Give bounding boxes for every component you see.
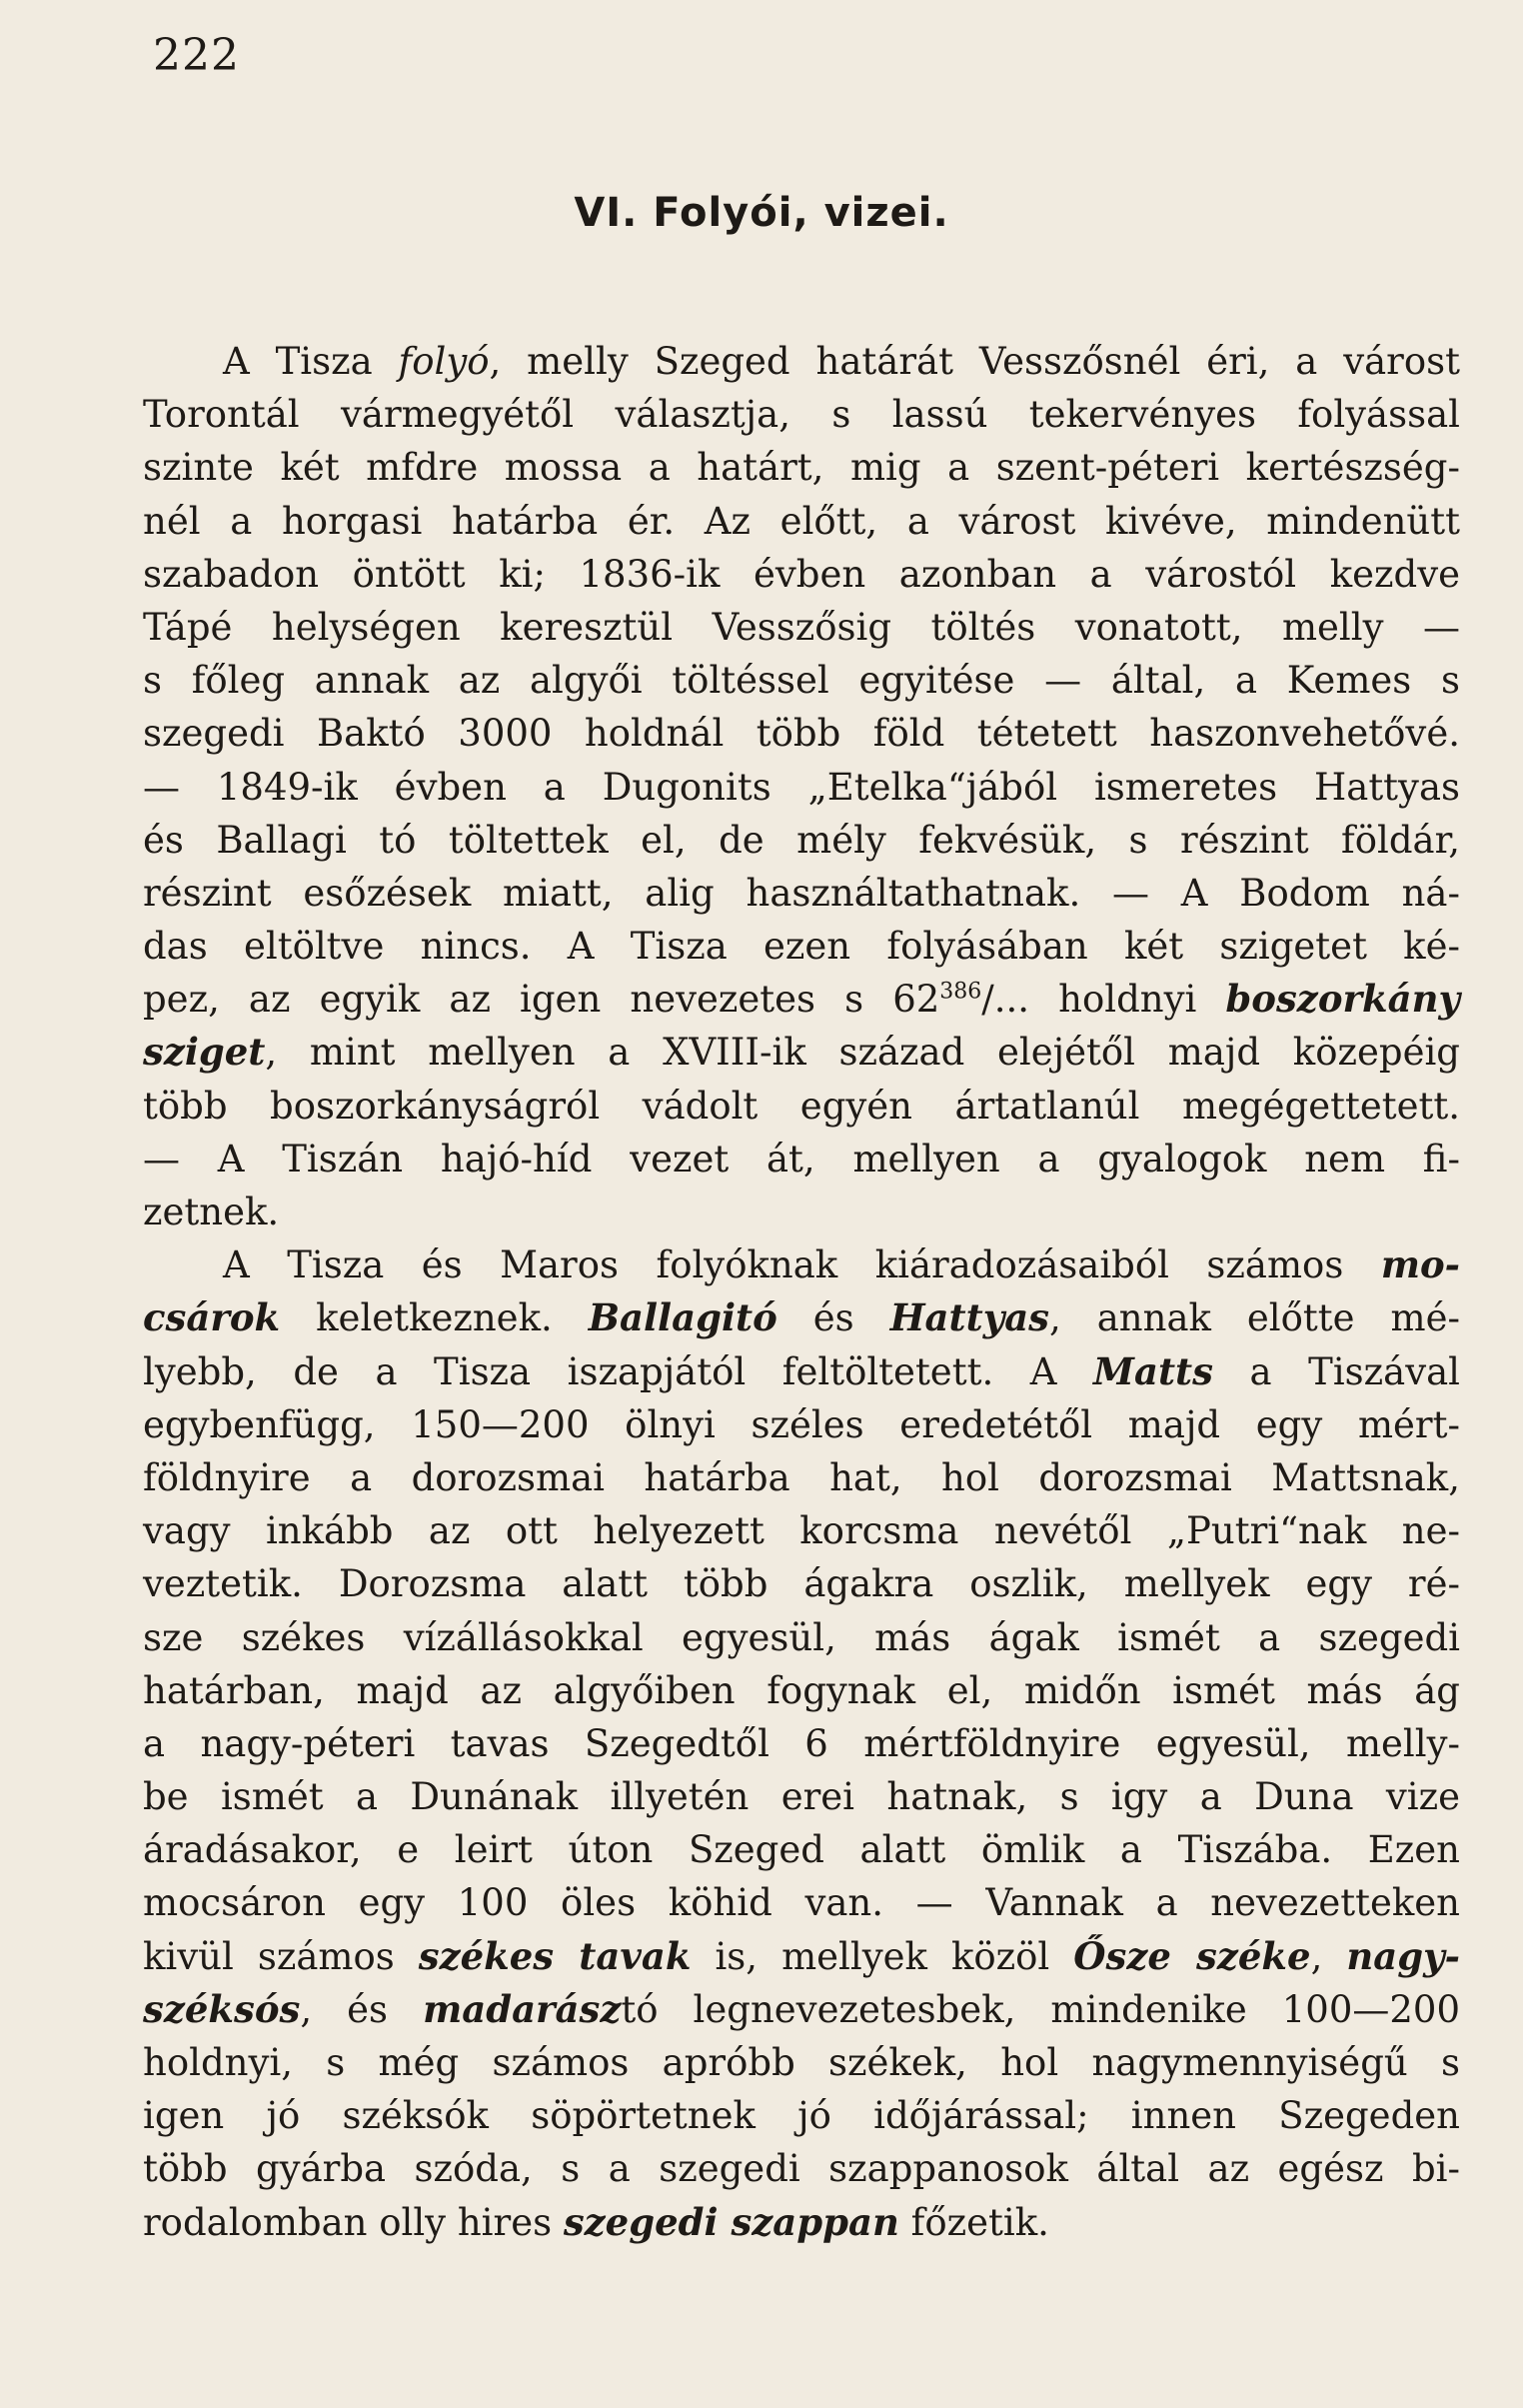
text-run: A Tisza és Maros folyóknak kiáradozásaiból számos — [223, 1243, 1381, 1287]
text-line — [143, 707, 1460, 760]
text-run: nél a horgasi határba ér. Az előtt, a várost kivéve, mindenütt — [143, 499, 1460, 543]
superscript: 386 — [939, 979, 982, 1005]
page-number: 222 — [153, 30, 240, 81]
text-line — [143, 1026, 1460, 1079]
text-run: veztetik. Dorozsma alatt több ágakra oszlik, mellyek egy ré- — [143, 1562, 1460, 1606]
paragraph — [143, 1238, 1460, 2249]
text-line — [143, 335, 1460, 388]
emphasis: folyó — [398, 340, 490, 383]
emphasis: Ősze széke — [1073, 1933, 1311, 1978]
text-line — [143, 1504, 1460, 1557]
emphasis: madarász — [423, 1986, 622, 2031]
text-run: , mint mellyen a XVIII-ik század elejétől majd közepéig — [265, 1031, 1460, 1075]
text-run: és Ballagi tó töltettek el, de mély fekvésük, s részint földár, — [143, 818, 1460, 862]
text-run: Torontál vármegyétől választja, s lassú tekervényes folyással — [143, 393, 1460, 437]
text-line — [143, 1930, 1460, 1983]
text-run: , melly Szeged határát Vesszősnél éri, a várost — [489, 340, 1461, 383]
text-run: , — [1310, 1934, 1347, 1978]
text-run: mocsáron egy 100 öles köhid van. — Vannak a nevezetteken — [143, 1881, 1460, 1925]
text-run: is, mellyek közöl — [691, 1934, 1074, 1978]
text-run: szabadon öntött ki; 1836-ik évben azonban a várostól kezdve — [143, 552, 1460, 596]
emphasis: mo- — [1380, 1242, 1460, 1287]
text-line — [143, 1611, 1460, 1664]
text-run: be ismét a Dunának illyetén erei hatnak, s igy a Duna vize — [143, 1775, 1460, 1819]
text-line — [143, 2036, 1460, 2089]
text-run: das eltöltve nincs. A Tisza ezen folyásában két szigetet ké- — [143, 925, 1460, 969]
text-run: — 1849-ik évben a Dugonits „Etelka“jából ismeretes Hattyas — [143, 765, 1460, 809]
text-line — [143, 654, 1460, 707]
text-run: több gyárba szóda, s a szegedi szappanosok által az egész bi- — [143, 2147, 1460, 2191]
text-line — [143, 548, 1460, 601]
text-line — [143, 495, 1460, 548]
text-run: /... holdnyi — [981, 978, 1226, 1022]
text-line — [143, 1823, 1460, 1876]
text-line — [143, 814, 1460, 867]
text-line — [143, 1983, 1460, 2036]
text-run: szinte két mfdre mossa a határt, mig a szent-péteri kertészség- — [143, 446, 1460, 490]
section-heading: VI. Folyói, vizei. — [574, 190, 949, 236]
text-run: holdnyi, s még számos apróbb székek, hol nagymennyiségű s — [143, 2041, 1460, 2084]
text-run: egybenfügg, 150—200 ölnyi széles eredetétől majd egy mért- — [143, 1402, 1460, 1446]
emphasis: szegedi szappan — [563, 2199, 899, 2244]
text-run: és — [776, 1296, 890, 1340]
text-run: s főleg annak az algyői töltéssel egyitése — által, a Kemes s — [143, 659, 1460, 703]
body-text — [143, 335, 1460, 2249]
text-line — [143, 2089, 1460, 2142]
text-run: tó legnevezetesbek, mindenike 100—200 — [621, 1987, 1461, 2031]
text-line — [143, 2142, 1460, 2195]
text-run: A Tisza — [223, 340, 399, 383]
text-run: a Tiszával — [1212, 1349, 1460, 1393]
text-line — [143, 601, 1460, 654]
text-line — [143, 920, 1460, 973]
text-line — [143, 1238, 1460, 1291]
text-line — [143, 1133, 1460, 1186]
text-run: igen jó széksók söpörtetnek jó időjárással; innen Szegeden — [143, 2094, 1460, 2138]
text-run: vagy inkább az ott helyezett korcsma nevétől „Putri“nak ne- — [143, 1509, 1460, 1553]
emphasis: csárok — [143, 1295, 281, 1340]
text-run: földnyire a dorozsmai határba hat, hol dorozsmai Mattsnak, — [143, 1455, 1460, 1499]
text-run: lyebb, de a Tisza iszapjától feltöltetett. A — [143, 1349, 1094, 1393]
text-run: — A Tiszán hajó-híd vezet át, mellyen a gyalogok nem fi- — [143, 1137, 1460, 1181]
text-run: rodalomban olly hires — [143, 2200, 564, 2244]
text-line — [143, 1080, 1460, 1133]
text-run: sze székes vízállásokkal egyesül, más ágak ismét a szegedi — [143, 1615, 1460, 1659]
text-line — [143, 1717, 1460, 1770]
text-line — [143, 1451, 1460, 1504]
emphasis: Matts — [1093, 1348, 1213, 1393]
text-line — [143, 973, 1460, 1026]
paragraph — [143, 335, 1460, 1238]
text-run: áradásakor, e leirt úton Szeged alatt ömlik a Tiszába. Ezen — [143, 1828, 1460, 1872]
text-run: szegedi Baktó 3000 holdnál több föld tétetett haszonvehetővé. — [143, 712, 1460, 756]
text-run: több boszorkányságról vádolt egyén ártatlanúl megégettetett. — [143, 1084, 1460, 1128]
text-run: kivül számos — [143, 1934, 419, 1978]
emphasis: Hattyas — [889, 1295, 1050, 1340]
text-line — [143, 388, 1460, 441]
text-line — [143, 441, 1460, 494]
emphasis: sziget — [143, 1030, 266, 1075]
text-run: határban, majd az algyőiben fogynak el, midőn ismét más ág — [143, 1668, 1460, 1712]
text-line — [143, 1291, 1460, 1344]
emphasis: széksós — [143, 1986, 301, 2031]
text-line — [143, 1398, 1460, 1451]
text-line — [143, 867, 1460, 920]
text-run: zetnek. — [143, 1191, 280, 1233]
text-run: főzetik. — [898, 2200, 1049, 2244]
text-line — [143, 1557, 1460, 1610]
text-run: Tápé helységen keresztül Vesszősig töltés vonatott, melly — — [143, 605, 1460, 649]
emphasis: nagy- — [1346, 1933, 1460, 1978]
text-line — [143, 2196, 1460, 2249]
text-run: részint esőzések miatt, alig használtathatnak. — A Bodom ná- — [143, 871, 1460, 915]
emphasis: Ballagitó — [588, 1295, 777, 1340]
text-line — [143, 1876, 1460, 1929]
text-run: keletkeznek. — [280, 1296, 589, 1340]
text-line — [143, 1770, 1460, 1823]
text-line — [143, 1345, 1460, 1398]
text-line — [143, 1664, 1460, 1717]
emphasis: boszorkány — [1225, 977, 1460, 1022]
text-line — [143, 761, 1460, 814]
text-line — [143, 1186, 1460, 1238]
text-run: a nagy-péteri tavas Szegedtől 6 mértföldnyire egyesül, melly- — [143, 1721, 1460, 1765]
emphasis: székes tavak — [418, 1933, 692, 1978]
text-run: pez, az egyik az igen nevezetes s 62 — [143, 978, 940, 1022]
text-run: , és — [300, 1987, 424, 2031]
text-run: , annak előtte mé- — [1049, 1296, 1460, 1340]
